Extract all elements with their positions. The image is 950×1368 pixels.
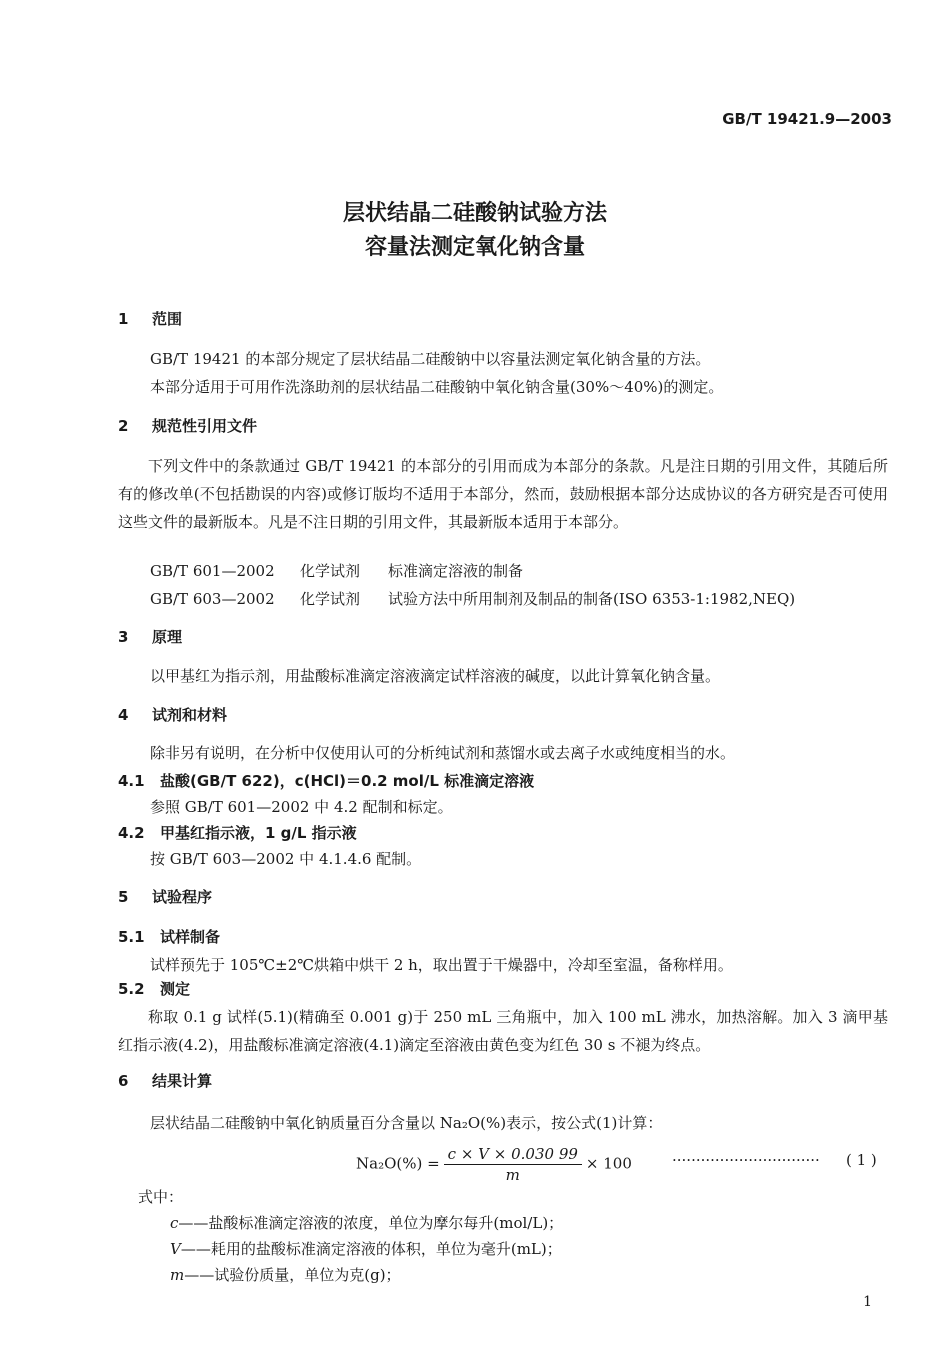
section-number: 6 xyxy=(118,1072,129,1090)
reference-title: 试验方法中所用制剂及制品的制备(ISO 6353-1:1982,NEQ) xyxy=(388,590,796,608)
section-number: 4.1 xyxy=(118,772,145,790)
reference-code: GB/T 603—2002 xyxy=(150,590,275,608)
variable-symbol: V xyxy=(170,1240,181,1258)
section-5-2-heading xyxy=(118,978,190,999)
section-4-2-paragraph: 按 GB/T 603—2002 中 4.1.4.6 配制。 xyxy=(150,850,422,868)
variable-symbol: m xyxy=(170,1266,185,1284)
section-5-2-paragraph: 称取 0.1 g 试样(5.1)(精确至 0.001 g)于 250 mL 三角瓶中，加入 100 mL 沸水，加热溶解。加入 3 滴甲基红指示液(4.2)，用盐酸标准滴定溶液(4.1)滴定至溶液由黄色变为红色 30 s 不褪为终点。 xyxy=(118,1008,888,1054)
formula-numerator: c × V × 0.030 99 xyxy=(444,1145,582,1165)
section-6-heading xyxy=(118,1070,212,1091)
variable-description: ——盐酸标准滴定溶液的浓度，单位为摩尔每升(mol/L)； xyxy=(178,1214,564,1232)
section-number: 1 xyxy=(118,310,129,328)
section-number: 5.2 xyxy=(118,980,145,998)
variable-definition-c xyxy=(170,1212,563,1233)
section-number: 5 xyxy=(118,888,129,906)
section-number: 2 xyxy=(118,417,129,435)
section-title: 规范性引用文件 xyxy=(152,417,258,435)
formula-tail: × 100 xyxy=(585,1154,632,1173)
formula xyxy=(356,1145,632,1184)
section-title: 测定 xyxy=(160,980,191,998)
section-4-2-heading xyxy=(118,822,357,843)
reference-code: GB/T 601—2002 xyxy=(150,562,275,580)
section-1-paragraph-1: GB/T 19421 的本部分规定了层状结晶二硅酸钠中以容量法测定氧化钠含量的方法。 xyxy=(150,350,711,368)
section-title: 盐酸(GB/T 622)，c(HCl)＝0.2 mol/L 标准滴定溶液 xyxy=(160,772,535,790)
formula-fraction xyxy=(444,1145,582,1184)
section-number: 4.2 xyxy=(118,824,145,842)
document-title-line2: 容量法测定氧化钠含量 xyxy=(364,235,585,260)
variable-description: ——耗用的盐酸标准滴定溶液的体积，单位为毫升(mL)； xyxy=(180,1240,562,1258)
section-4-1-heading xyxy=(118,770,534,791)
section-5-1-paragraph: 试样预先于 105℃±2℃烘箱中烘干 2 h，取出置于干燥器中，冷却至室温，备称样用。 xyxy=(150,956,733,974)
page-number: 1 xyxy=(863,1294,872,1310)
section-title: 甲基红指示液，1 g/L 指示液 xyxy=(160,824,357,842)
reference-item-1 xyxy=(150,560,523,581)
formula-denominator: m xyxy=(505,1166,520,1184)
reference-title: 标准滴定溶液的制备 xyxy=(388,562,524,580)
section-3-paragraph: 以甲基红为指示剂，用盐酸标准滴定溶液滴定试样溶液的碱度，以此计算氧化钠含量。 xyxy=(150,667,721,685)
variable-description: ——试验份质量，单位为克(g)； xyxy=(184,1266,401,1284)
section-2-heading xyxy=(118,415,257,436)
standard-code: GB/T 19421.9—2003 xyxy=(722,110,892,128)
section-title: 试剂和材料 xyxy=(152,706,228,724)
formula-leader: ······························· xyxy=(672,1151,820,1169)
section-4-1-paragraph: 参照 GB/T 601—2002 中 4.2 配制和标定。 xyxy=(150,798,453,816)
section-title: 原理 xyxy=(152,628,183,646)
section-1-paragraph-2: 本部分适用于可用作洗涤助剂的层状结晶二硅酸钠中氧化钠含量(30%～40%)的测定。 xyxy=(150,378,724,396)
reference-category: 化学试剂 xyxy=(300,590,361,608)
section-title: 结果计算 xyxy=(152,1072,213,1090)
reference-category: 化学试剂 xyxy=(300,562,361,580)
section-2-paragraph: 下列文件中的条款通过 GB/T 19421 的本部分的引用而成为本部分的条款。凡是注日期的引用文件，其随后所有的修改单(不包括勘误的内容)或修订版均不适用于本部分，然而，鼓励根据本部分达成协议的各方研究是否可使用这些文件的最新版本。凡是不注日期的引用文件，其最新版本适用于本部分。 xyxy=(118,457,888,531)
section-4-paragraph: 除非另有说明，在分析中仅使用认可的分析纯试剂和蒸馏水或去离子水或纯度相当的水。 xyxy=(150,744,736,762)
section-5-1-heading xyxy=(118,926,220,947)
variable-definition-m xyxy=(170,1264,401,1285)
document-title-line1: 层状结晶二硅酸钠试验方法 xyxy=(342,201,607,226)
formula-equation-number: ( 1 ) xyxy=(846,1151,877,1169)
section-title: 试样制备 xyxy=(160,928,221,946)
section-title: 范围 xyxy=(152,310,183,328)
variable-definition-V xyxy=(170,1238,562,1259)
section-5-heading xyxy=(118,886,212,907)
section-number: 5.1 xyxy=(118,928,145,946)
section-number: 4 xyxy=(118,706,129,724)
section-1-heading xyxy=(118,308,182,329)
variable-symbol: c xyxy=(170,1214,179,1232)
section-3-heading xyxy=(118,626,182,647)
section-6-paragraph: 层状结晶二硅酸钠中氧化钠质量百分含量以 Na₂O(%)表示，按公式(1)计算： xyxy=(150,1114,663,1132)
section-4-heading xyxy=(118,704,227,725)
formula-lhs: Na₂O(%) = xyxy=(356,1154,440,1173)
reference-item-2 xyxy=(150,588,795,609)
section-number: 3 xyxy=(118,628,129,646)
section-title: 试验程序 xyxy=(152,888,213,906)
where-label: 式中： xyxy=(138,1188,184,1206)
